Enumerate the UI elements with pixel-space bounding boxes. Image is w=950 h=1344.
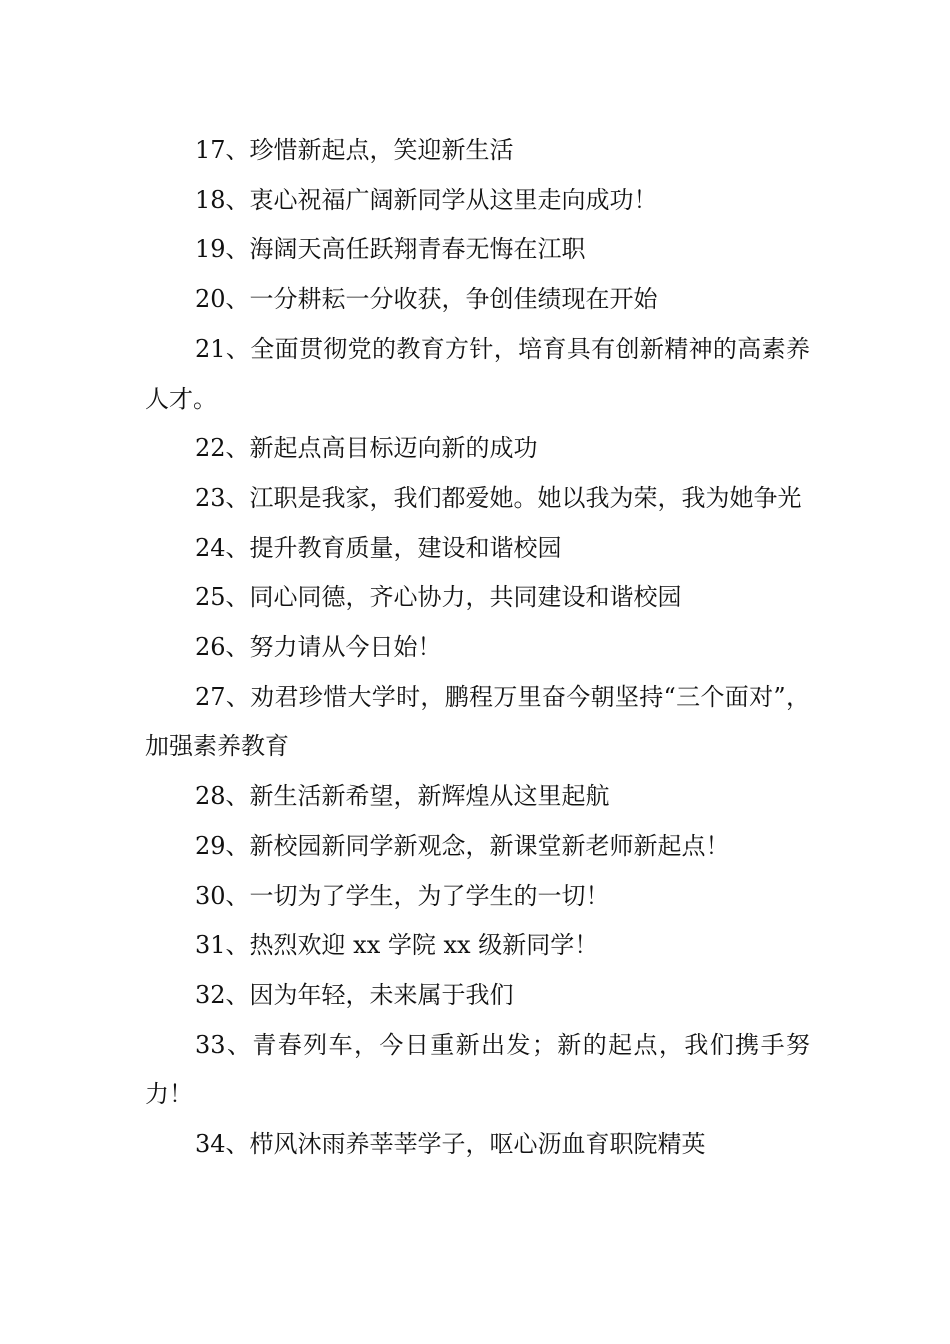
list-item: 22、新起点高目标迈向新的成功 xyxy=(195,434,538,463)
list-item: 25、同心同德，齐心协力，共同建设和谐校园 xyxy=(195,583,682,612)
list-item: 30、一切为了学生，为了学生的一切！ xyxy=(195,881,610,910)
list-item: 27、劝君珍惜大学时，鹏程万里奋今朝坚持“三个面对”，加强素养教育 xyxy=(145,682,810,761)
list-item: 17、珍惜新起点，笑迎新生活 xyxy=(195,136,514,164)
list-item: 19、海阔天高任跃翔青春无悔在江职 xyxy=(195,235,586,264)
list-item: 23、江职是我家，我们都爱她。她以我为荣，我为她争光 xyxy=(195,483,802,512)
list-item: 32、因为年轻，未来属于我们 xyxy=(195,980,514,1009)
list-item: 34、栉风沐雨养莘莘学子，呕心沥血育职院精英 xyxy=(195,1130,706,1159)
list-item: 21、全面贯彻党的教育方针，培育具有创新精神的高素养人才。 xyxy=(145,334,810,413)
slogan-list xyxy=(145,126,810,1170)
list-item: 31、热烈欢迎 xx 学院 xx 级新同学！ xyxy=(195,931,599,960)
list-item: 18、衷心祝福广阔新同学从这里走向成功！ xyxy=(195,185,658,214)
list-item: 33、青春列车，今日重新出发；新的起点，我们携手努力！ xyxy=(145,1030,810,1109)
list-item: 20、一分耕耘一分收获，争创佳绩现在开始 xyxy=(195,285,658,314)
list-item: 29、新校园新同学新观念，新课堂新老师新起点！ xyxy=(195,831,730,860)
list-item: 24、提升教育质量，建设和谐校园 xyxy=(195,533,562,562)
list-item: 26、努力请从今日始！ xyxy=(195,633,442,662)
list-item: 28、新生活新希望，新辉煌从这里起航 xyxy=(195,782,610,811)
